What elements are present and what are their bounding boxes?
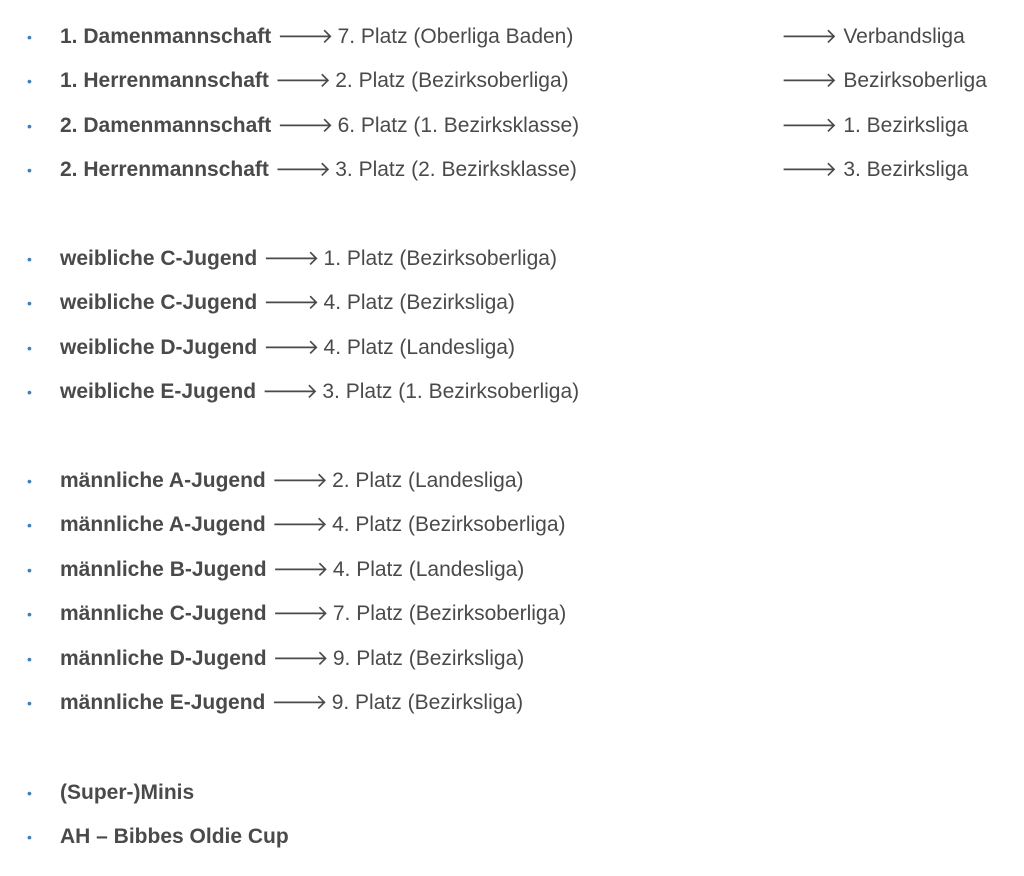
list-item bbox=[0, 111, 1024, 141]
team-result: 2. Platz (Landesliga) bbox=[332, 469, 524, 492]
team-entry bbox=[60, 377, 579, 407]
bullet-icon: • bbox=[27, 517, 32, 533]
team-entry bbox=[60, 244, 557, 274]
team-result: 4. Platz (Bezirksliga) bbox=[323, 291, 515, 314]
team-result: 7. Platz (Oberliga Baden) bbox=[337, 25, 574, 48]
list-item bbox=[0, 22, 1024, 52]
team-entry bbox=[60, 155, 577, 185]
team-result: 4. Platz (Landesliga) bbox=[323, 336, 515, 359]
bullet-icon: • bbox=[27, 118, 32, 134]
arrow-right-icon: 🡒 bbox=[781, 114, 838, 137]
team-result: 9. Platz (Bezirksliga) bbox=[332, 647, 525, 670]
team-result: 3. Platz (2. Bezirksklasse) bbox=[335, 158, 577, 181]
team-name: weibliche D-Jugend bbox=[60, 336, 258, 359]
team-result: 7. Platz (Bezirksoberliga) bbox=[332, 602, 567, 625]
team-name: (Super-)Minis bbox=[60, 781, 195, 804]
list-item bbox=[0, 599, 1024, 629]
team-entry bbox=[60, 822, 289, 852]
bullet-icon: • bbox=[27, 695, 32, 711]
team-name: AH – Bibbes Oldie Cup bbox=[60, 825, 289, 848]
bullet-icon: • bbox=[27, 562, 32, 578]
list-item bbox=[0, 822, 1024, 852]
team-entry bbox=[60, 22, 573, 52]
team-name: männliche D-Jugend bbox=[60, 647, 267, 670]
arrow-right-icon: 🡒 bbox=[781, 25, 838, 48]
team-entry bbox=[60, 111, 579, 141]
list-item bbox=[0, 510, 1024, 540]
bullet-icon: • bbox=[27, 785, 32, 801]
next-league-label: Bezirksoberliga bbox=[843, 69, 987, 92]
next-league bbox=[781, 155, 968, 185]
bullet-icon: • bbox=[27, 251, 32, 267]
bullet-icon: • bbox=[27, 29, 32, 45]
bullet-icon: • bbox=[27, 606, 32, 622]
team-entry bbox=[60, 688, 523, 718]
team-name: 2. Herrenmannschaft bbox=[60, 158, 269, 181]
list-item bbox=[0, 288, 1024, 318]
bullet-icon: • bbox=[27, 73, 32, 89]
arrow-right-icon: 🡒 bbox=[277, 114, 334, 137]
arrow-right-icon: 🡒 bbox=[263, 336, 320, 359]
arrow-right-icon: 🡒 bbox=[274, 69, 332, 92]
team-name: männliche A-Jugend bbox=[60, 513, 266, 536]
team-name: 1. Herrenmannschaft bbox=[60, 69, 269, 92]
arrow-right-icon: 🡒 bbox=[277, 25, 334, 48]
arrow-right-icon: 🡒 bbox=[272, 647, 329, 670]
list-item bbox=[0, 778, 1024, 808]
bullet-icon: • bbox=[27, 473, 32, 489]
arrow-right-icon: 🡒 bbox=[781, 158, 838, 181]
team-name: männliche E-Jugend bbox=[60, 691, 266, 714]
team-entry bbox=[60, 555, 524, 585]
arrow-right-icon: 🡒 bbox=[272, 558, 329, 581]
team-result: 2. Platz (Bezirksoberliga) bbox=[335, 69, 569, 92]
list-item bbox=[0, 644, 1024, 674]
arrow-right-icon: 🡒 bbox=[272, 602, 329, 625]
team-result: 4. Platz (Bezirksoberliga) bbox=[332, 513, 566, 536]
team-result: 9. Platz (Bezirksliga) bbox=[331, 691, 524, 714]
next-league-label: 3. Bezirksliga bbox=[843, 158, 969, 181]
team-name: weibliche E-Jugend bbox=[60, 380, 257, 403]
arrow-right-icon: 🡒 bbox=[271, 513, 329, 536]
bullet-icon: • bbox=[27, 829, 32, 845]
team-name: 1. Damenmannschaft bbox=[60, 25, 272, 48]
list-item bbox=[0, 555, 1024, 585]
arrow-right-icon: 🡒 bbox=[274, 158, 332, 181]
team-result: 6. Platz (1. Bezirksklasse) bbox=[337, 114, 580, 137]
team-entry bbox=[60, 644, 524, 674]
team-name: weibliche C-Jugend bbox=[60, 247, 258, 270]
team-result: 1. Platz (Bezirksoberliga) bbox=[323, 247, 557, 270]
team-entry bbox=[60, 599, 566, 629]
list-item bbox=[0, 66, 1024, 96]
next-league bbox=[781, 111, 968, 141]
team-entry bbox=[60, 466, 524, 496]
arrow-right-icon: 🡒 bbox=[262, 380, 319, 403]
next-league bbox=[781, 22, 965, 52]
list-item bbox=[0, 155, 1024, 185]
team-name: weibliche C-Jugend bbox=[60, 291, 258, 314]
next-league-label: 1. Bezirksliga bbox=[843, 114, 969, 137]
team-entry bbox=[60, 778, 194, 808]
team-name: männliche A-Jugend bbox=[60, 469, 266, 492]
list-item bbox=[0, 333, 1024, 363]
list-item bbox=[0, 688, 1024, 718]
team-name: 2. Damenmannschaft bbox=[60, 114, 272, 137]
team-entry bbox=[60, 510, 566, 540]
list-item bbox=[0, 466, 1024, 496]
arrow-right-icon: 🡒 bbox=[263, 247, 320, 270]
next-league bbox=[781, 66, 987, 96]
bullet-icon: • bbox=[27, 295, 32, 311]
team-entry bbox=[60, 66, 569, 96]
bullet-icon: • bbox=[27, 162, 32, 178]
arrow-right-icon: 🡒 bbox=[271, 469, 329, 492]
arrow-right-icon: 🡒 bbox=[781, 69, 838, 92]
arrow-right-icon: 🡒 bbox=[263, 291, 320, 314]
team-entry bbox=[60, 288, 515, 318]
bullet-icon: • bbox=[27, 340, 32, 356]
list-item bbox=[0, 244, 1024, 274]
list-item bbox=[0, 377, 1024, 407]
team-name: männliche C-Jugend bbox=[60, 602, 267, 625]
bullet-icon: • bbox=[27, 651, 32, 667]
team-result: 3. Platz (1. Bezirksoberliga) bbox=[322, 380, 580, 403]
team-entry bbox=[60, 333, 515, 363]
team-name: männliche B-Jugend bbox=[60, 558, 267, 581]
next-league-label: Verbandsliga bbox=[843, 25, 965, 48]
bullet-icon: • bbox=[27, 384, 32, 400]
team-result: 4. Platz (Landesliga) bbox=[332, 558, 525, 581]
arrow-right-icon: 🡒 bbox=[271, 691, 328, 714]
